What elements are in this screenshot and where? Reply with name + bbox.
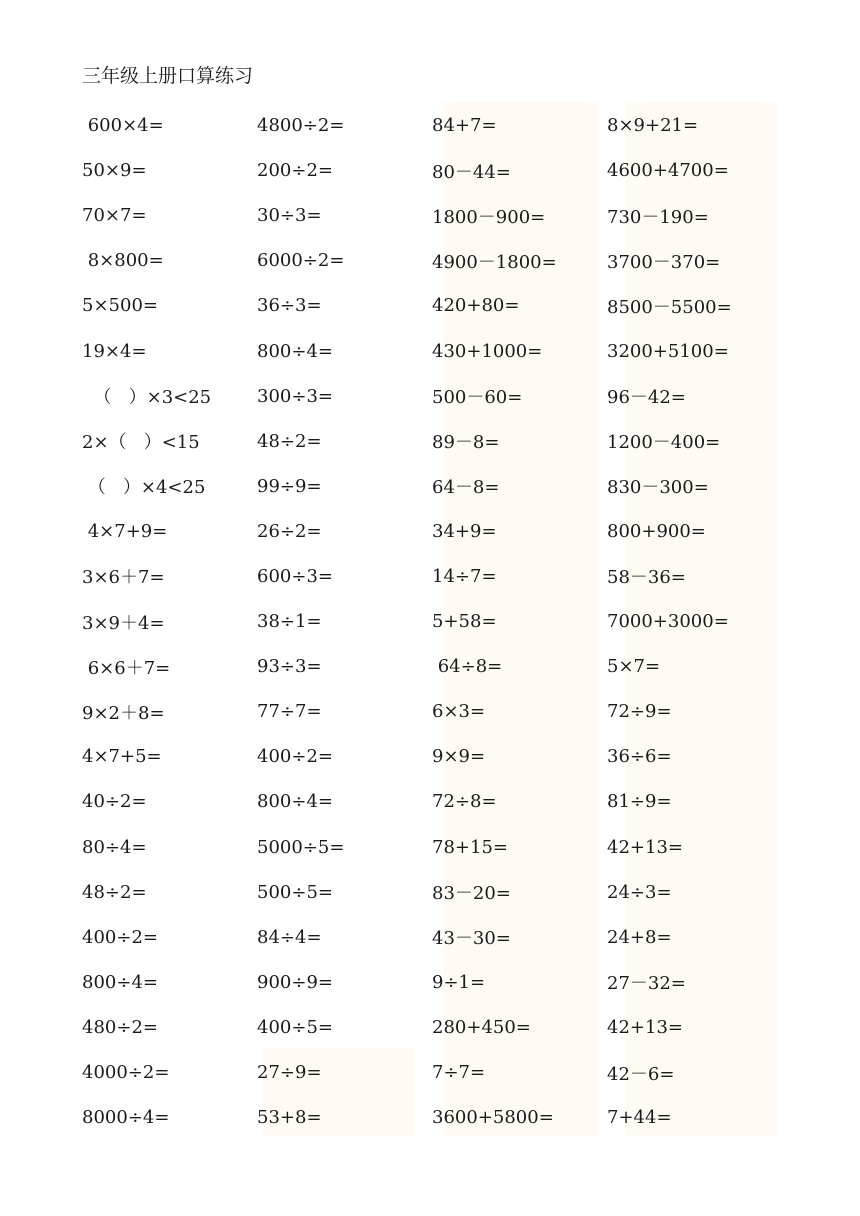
problem-cell: 80－44=: [432, 161, 511, 183]
problem-cell: 70×7=: [82, 205, 147, 227]
problem-cell: 19×4=: [82, 340, 147, 362]
problem-cell: 7+44=: [607, 1107, 672, 1129]
problem-cell: 24+8=: [607, 926, 672, 948]
problem-cell: 600÷3=: [257, 565, 333, 587]
problem-cell: 4600+4700=: [607, 160, 729, 182]
problem-cell: 99÷9=: [257, 475, 322, 497]
problem-cell: 96－42=: [607, 387, 686, 409]
problem-cell: 8500－5500=: [607, 296, 732, 318]
problem-row: [82, 193, 782, 238]
problem-row: [82, 1005, 782, 1050]
problem-cell: 830－300=: [607, 477, 709, 499]
problem-cell: 4×7+5=: [82, 746, 162, 768]
problem-row: [82, 464, 782, 509]
problem-cell: 8000÷4=: [82, 1107, 170, 1129]
problem-cell: 48÷2=: [82, 881, 147, 903]
problem-cell: 8×800=: [82, 250, 164, 272]
problem-cell: 800÷4=: [257, 340, 333, 362]
problem-cell: 430+1000=: [432, 340, 543, 362]
problem-cell: 6×6＋7=: [82, 657, 171, 679]
problem-cell: 24÷3=: [607, 881, 672, 903]
problem-cell: 500÷5=: [257, 881, 333, 903]
problem-cell: 5000÷5=: [257, 836, 345, 858]
problem-cell: 400÷2=: [82, 926, 158, 948]
problem-cell: 3700－370=: [607, 251, 721, 273]
problem-row: [82, 283, 782, 328]
problem-cell: 420+80=: [432, 295, 520, 317]
problem-cell: 1200－400=: [607, 432, 721, 454]
arithmetic-grid: [82, 103, 782, 1140]
problem-cell: 78+15=: [432, 836, 508, 858]
problem-cell: 4000÷2=: [82, 1062, 170, 1084]
problem-row: [82, 644, 782, 689]
problem-row: [82, 734, 782, 779]
problem-cell: 9×9=: [432, 746, 486, 768]
problem-cell: 26÷2=: [257, 520, 322, 542]
problem-cell: 8×9+21=: [607, 115, 699, 137]
problem-cell: 77÷7=: [257, 701, 322, 723]
problem-cell: 27÷9=: [257, 1062, 322, 1084]
problem-cell: 280+450=: [432, 1016, 531, 1038]
problem-row: [82, 374, 782, 419]
problem-cell: 7÷7=: [432, 1062, 486, 1084]
problem-cell: 6000÷2=: [257, 250, 345, 272]
problem-row: [82, 103, 782, 148]
problem-cell: 64÷8=: [432, 656, 503, 678]
problem-cell: 900÷9=: [257, 971, 333, 993]
problem-cell: 600×4=: [82, 115, 164, 137]
problem-row: [82, 554, 782, 599]
problem-cell: 5×7=: [607, 656, 661, 678]
problem-cell: 58－36=: [607, 567, 686, 589]
problem-cell: 200÷2=: [257, 160, 333, 182]
problem-cell: 3600+5800=: [432, 1107, 554, 1129]
problem-row: [82, 779, 782, 824]
problem-cell: 2×（ ）<15: [82, 432, 200, 454]
problem-cell: （ ）×4<25: [82, 477, 206, 499]
problem-row: [82, 238, 782, 283]
problem-cell: 84÷4=: [257, 926, 322, 948]
problem-cell: 84+7=: [432, 115, 497, 137]
problem-cell: 53+8=: [257, 1107, 322, 1129]
problem-cell: 72÷8=: [432, 791, 497, 813]
problem-row: [82, 689, 782, 734]
problem-cell: 4800÷2=: [257, 115, 345, 137]
problem-cell: 34+9=: [432, 520, 497, 542]
problem-row: [82, 148, 782, 193]
problem-cell: 5+58=: [432, 611, 497, 633]
problem-cell: 3200+5100=: [607, 340, 729, 362]
problem-row: [82, 419, 782, 464]
problem-cell: 3×9＋4=: [82, 612, 165, 634]
problem-cell: 500－60=: [432, 387, 523, 409]
problem-cell: 3×6＋7=: [82, 567, 165, 589]
problem-cell: 14÷7=: [432, 565, 497, 587]
problem-row: [82, 1050, 782, 1095]
problem-cell: （ ）×3<25: [82, 387, 212, 409]
problem-cell: 36÷6=: [607, 746, 672, 768]
problem-cell: 42+13=: [607, 836, 683, 858]
problem-cell: 9÷1=: [432, 971, 486, 993]
problem-row: [82, 870, 782, 915]
problem-cell: 800+900=: [607, 520, 706, 542]
problem-cell: 42+13=: [607, 1016, 683, 1038]
problem-cell: 50×9=: [82, 160, 147, 182]
problem-cell: 27－32=: [607, 973, 686, 995]
problem-cell: 4×7+9=: [82, 520, 168, 542]
problem-cell: 6×3=: [432, 701, 486, 723]
problem-cell: 9×2＋8=: [82, 702, 165, 724]
problem-cell: 300÷3=: [257, 385, 333, 407]
problem-row: [82, 915, 782, 960]
problem-row: [82, 328, 782, 373]
problem-cell: 7000+3000=: [607, 611, 729, 633]
problem-cell: 38÷1=: [257, 611, 322, 633]
problem-cell: 800÷4=: [257, 791, 333, 813]
problem-cell: 64－8=: [432, 477, 500, 499]
problem-cell: 1800－900=: [432, 206, 546, 228]
problem-cell: 43－30=: [432, 928, 511, 950]
problem-cell: 80÷4=: [82, 836, 147, 858]
problem-cell: 30÷3=: [257, 205, 322, 227]
problem-cell: 89－8=: [432, 432, 500, 454]
problem-cell: 5×500=: [82, 295, 158, 317]
problem-cell: 400÷5=: [257, 1016, 333, 1038]
problem-cell: 72÷9=: [607, 701, 672, 723]
problem-row: [82, 599, 782, 644]
problem-cell: 40÷2=: [82, 791, 147, 813]
problem-cell: 81÷9=: [607, 791, 672, 813]
problem-cell: 48÷2=: [257, 430, 322, 452]
problem-cell: 83－20=: [432, 883, 511, 905]
problem-cell: 480÷2=: [82, 1016, 158, 1038]
problem-cell: 36÷3=: [257, 295, 322, 317]
problem-row: [82, 1095, 782, 1140]
problem-cell: 730－190=: [607, 206, 709, 228]
page-title: 三年级上册口算练习: [82, 65, 254, 87]
problem-cell: 42－6=: [607, 1063, 675, 1085]
problem-cell: 400÷2=: [257, 746, 333, 768]
problem-row: [82, 825, 782, 870]
problem-row: [82, 960, 782, 1005]
problem-cell: 800÷4=: [82, 971, 158, 993]
problem-cell: 4900－1800=: [432, 251, 557, 273]
problem-cell: 93÷3=: [257, 656, 322, 678]
problem-row: [82, 509, 782, 554]
